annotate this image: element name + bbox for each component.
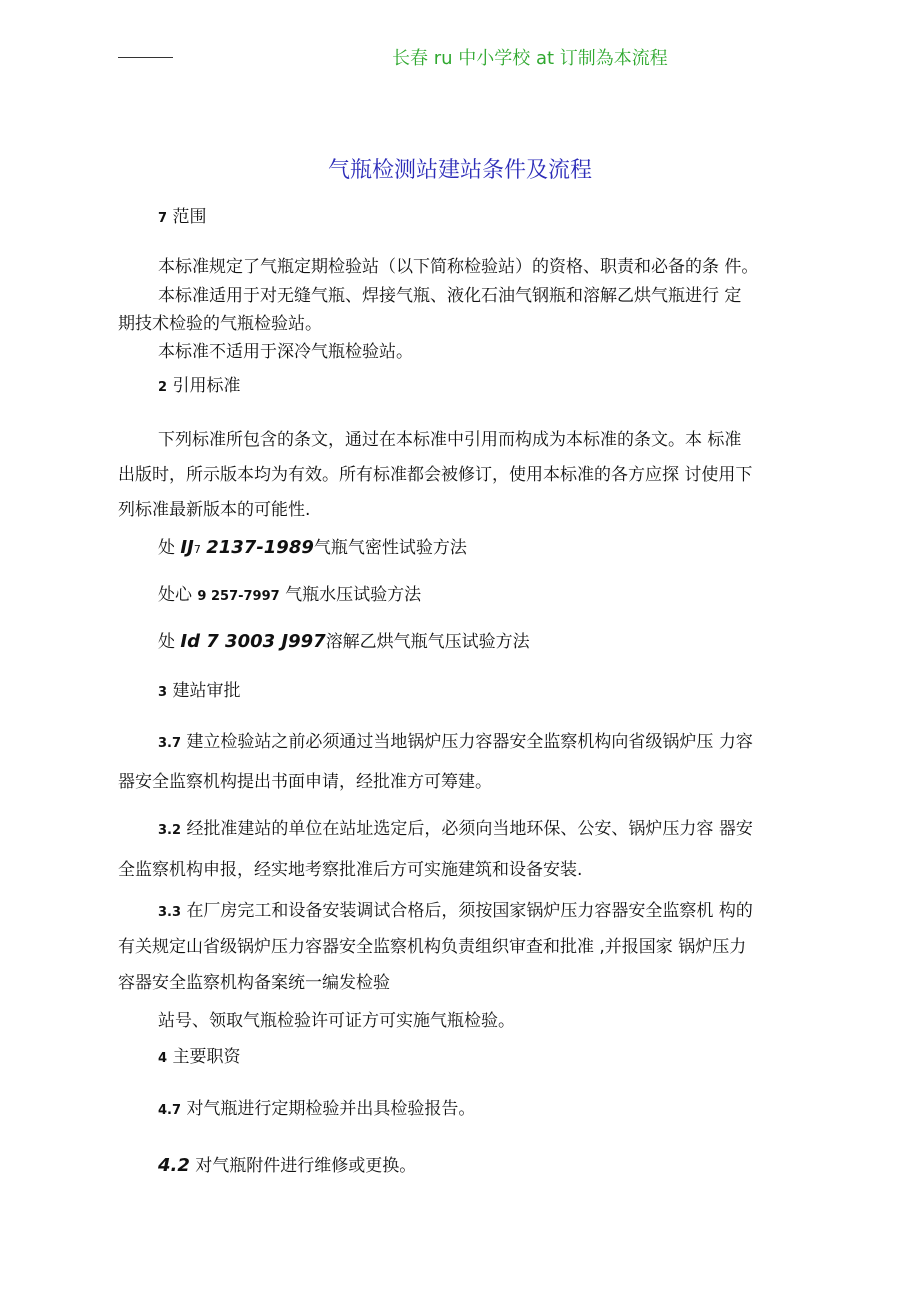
section-1-heading	[158, 206, 206, 230]
section-title: 引用标准	[172, 376, 241, 396]
ref-prefix: 处心	[158, 585, 192, 605]
page-header: 长春 ru 中小学校 at 订制為本流程	[392, 48, 668, 69]
paragraph: 本标准规定了气瓶定期检验站（以下简称检验站）的资格、职责和必备的条 件。	[158, 257, 759, 277]
clause-number: 3.3	[158, 905, 182, 920]
section-title: 建站审批	[172, 681, 241, 701]
clause-4-1	[158, 1098, 475, 1122]
ref-code: 7	[193, 543, 201, 556]
section-title: 主要职资	[172, 1047, 241, 1067]
reference-2	[158, 584, 421, 608]
paragraph: 本标准不适用于深冷气瓶检验站。	[158, 342, 413, 362]
paragraph: 有关规定山省级锅炉压力容器安全监察机构负责组织审查和批准 ,并报国家 锅炉压力	[118, 937, 747, 957]
paragraph: 全监察机构申报，经实地考察批准后方可实施建筑和设备安装.	[118, 860, 583, 880]
section-title: 范围	[172, 207, 207, 227]
clause-3-2	[158, 818, 753, 842]
paragraph: 本标准适用于对无缝气瓶、焊接气瓶、液化石油气钢瓶和溶解乙烘气瓶进行 定	[158, 286, 742, 306]
section-number: 3	[158, 685, 168, 700]
clause-text: 经批准建站的单位在站址选定后，必须向当地环保、公安、锅炉压力容 器安	[186, 819, 753, 839]
clause-3-3	[158, 900, 753, 924]
clause-text: 对气瓶附件进行维修或更换。	[195, 1156, 417, 1176]
ref-code: IJ	[180, 537, 194, 558]
clause-number: 4.2	[158, 1155, 190, 1176]
clause-number: 3.7	[158, 736, 182, 751]
ref-title: 气瓶气密性试验方法	[313, 538, 467, 558]
ref-code: 2137-1989	[206, 537, 314, 558]
clause-4-2	[158, 1155, 416, 1177]
clause-number: 3.2	[158, 823, 182, 838]
clause-number: 4.7	[158, 1103, 182, 1118]
paragraph: 出版时，所示版本均为有效。所有标准都会被修订，使用本标准的各方应探 讨使用下	[118, 465, 753, 485]
clause-text: 建立检验站之前必须通过当地锅炉压力容器安全监察机构向省级锅炉压 力容	[186, 732, 753, 752]
paragraph: 列标准最新版本的可能性.	[118, 500, 311, 520]
paragraph: 器安全监察机构提出书面申请，经批准方可筹建。	[118, 772, 492, 792]
section-number: 7	[158, 211, 168, 226]
section-number: 4	[158, 1051, 168, 1066]
ref-code: 9 257-7997	[197, 589, 280, 604]
document-title: 气瓶检测站建站条件及流程	[327, 158, 592, 183]
paragraph: 容器安全监察机构备案统一编发检验	[118, 973, 390, 993]
ref-title: 气瓶水压试验方法	[285, 585, 422, 605]
header-rule	[118, 57, 173, 58]
reference-1	[158, 537, 467, 561]
section-3-heading	[158, 680, 240, 704]
section-4-heading	[158, 1046, 240, 1070]
paragraph: 站号、领取气瓶检验许可证方可实施气瓶检验。	[158, 1011, 515, 1031]
ref-code: Id 7 3003 J997	[180, 631, 326, 652]
ref-title: 溶解乙烘气瓶气压试验方法	[325, 632, 530, 652]
paragraph: 期技术检验的气瓶检验站。	[118, 314, 322, 334]
paragraph: 下列标准所包含的条文，通过在本标准中引用而构成为本标准的条文。本 标准	[158, 430, 742, 450]
clause-text: 在厂房完工和设备安装调试合格后，须按国家锅炉压力容器安全监察机 构的	[186, 901, 753, 921]
clause-3-1	[158, 731, 753, 755]
reference-3	[158, 631, 530, 653]
clause-text: 对气瓶进行定期检验并出具检验报告。	[186, 1099, 476, 1119]
ref-prefix: 处	[158, 538, 175, 558]
ref-prefix: 处	[158, 632, 175, 652]
section-number: 2	[158, 380, 168, 395]
section-2-heading	[158, 375, 240, 399]
